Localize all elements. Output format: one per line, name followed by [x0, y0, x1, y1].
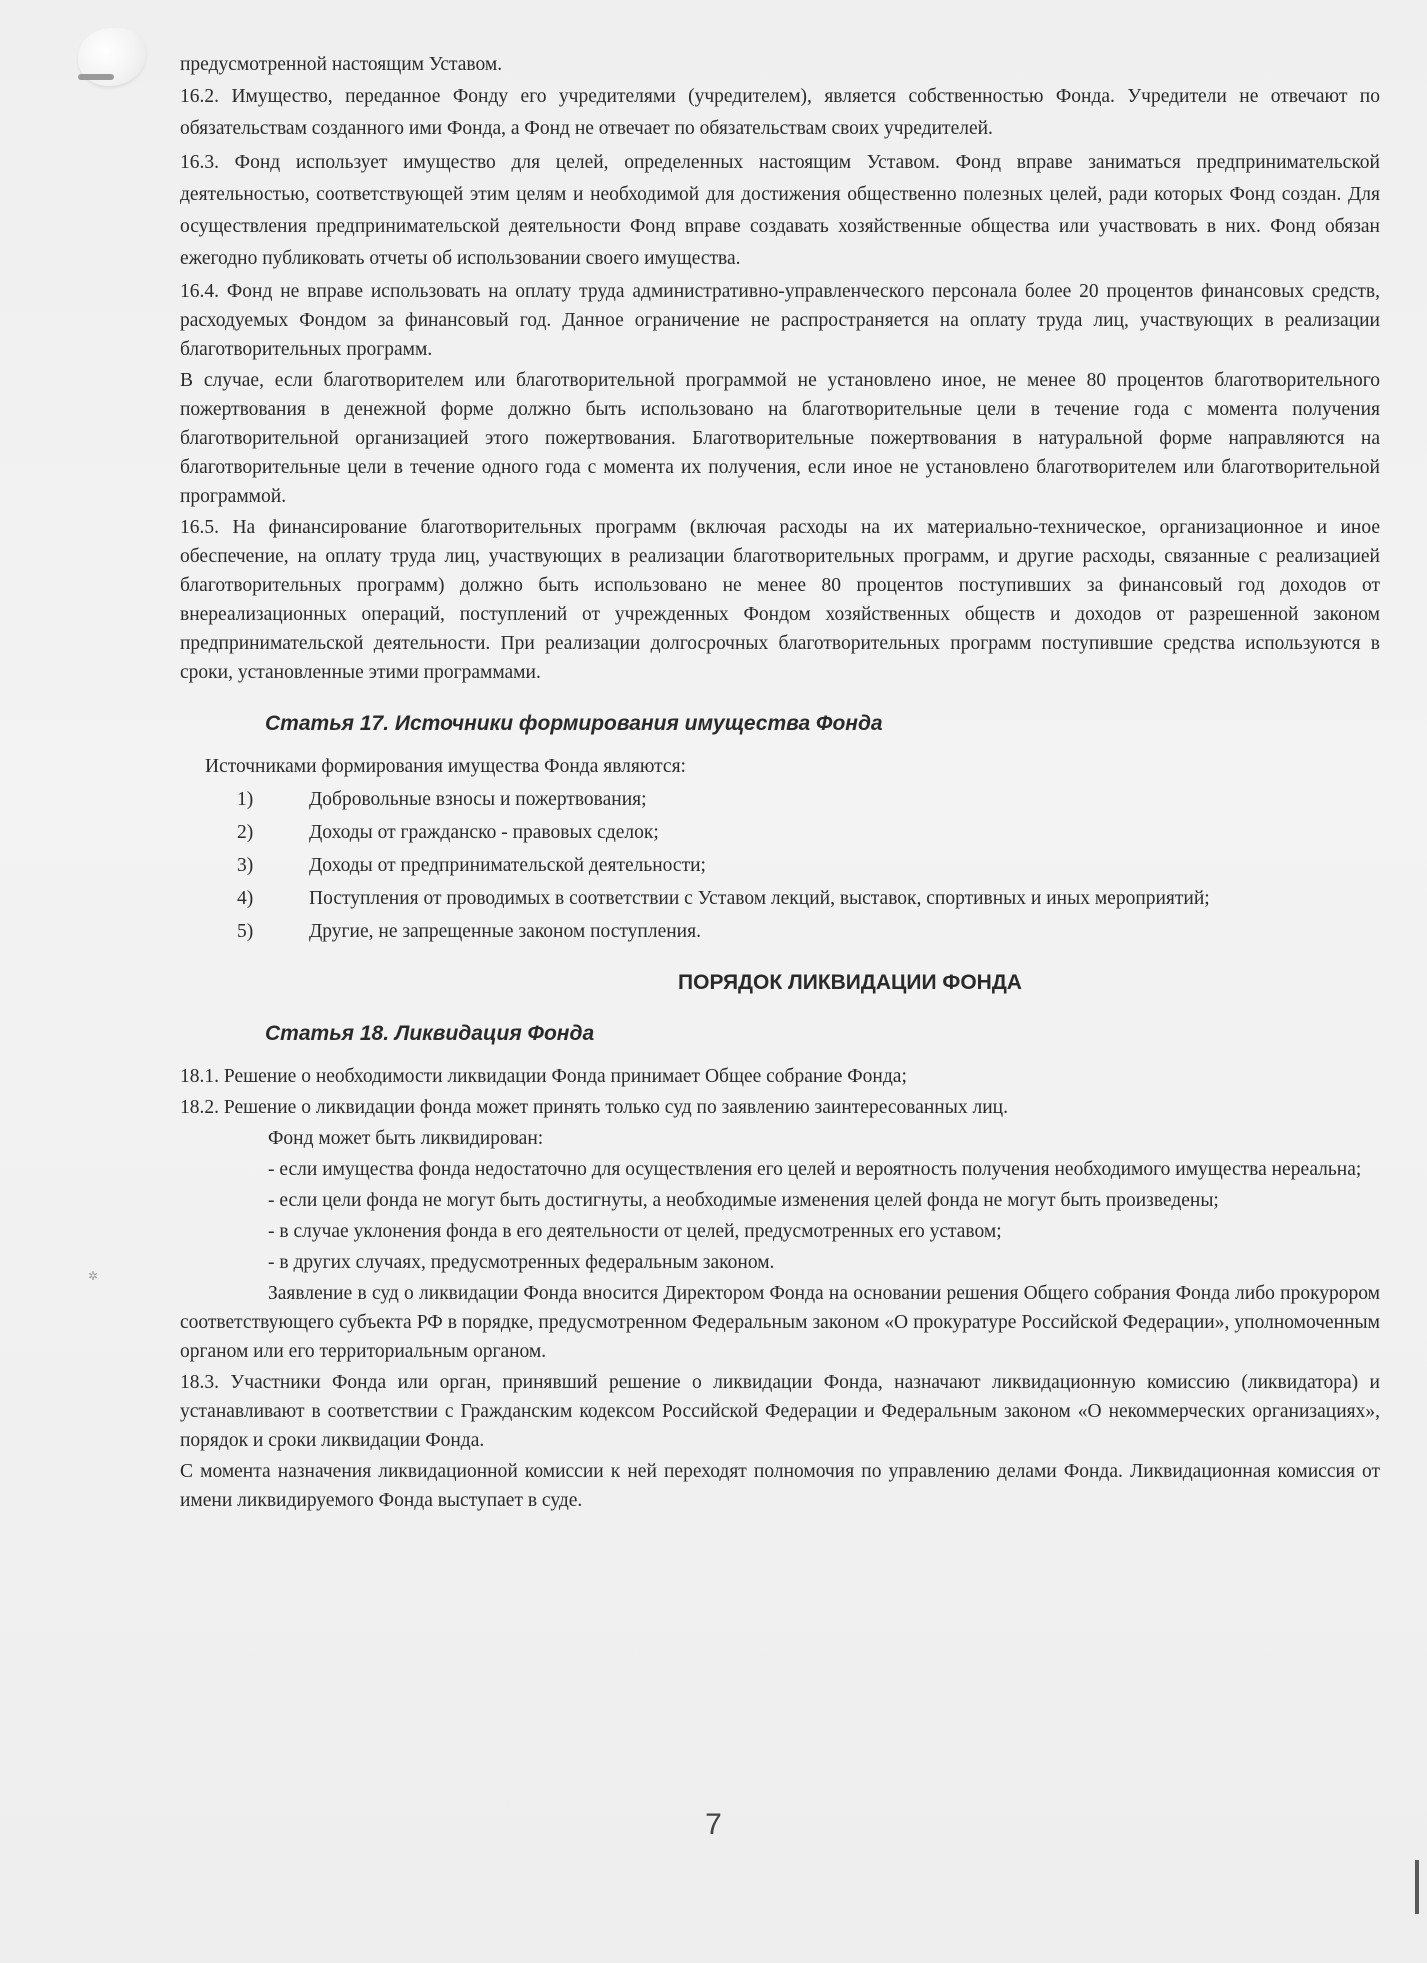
scan-artifact: ✲ — [88, 1269, 99, 1283]
paragraph-16-4-continued: В случае, если благотворителем или благотворительной программой не установлено иное, не менее 80 процентов благотворительного пожертвования в денежной форме должно быть использовано на благотворительные цели в течение года с момента получения благотворительной организацией этого пожертвования. Благотворительные пожертвования в натуральной форме направляются на благотворительные цели в течение одного года с момента их получения, если иное не установлено благотворителем или благотворительной программой. — [180, 370, 1380, 507]
paragraph-18-2-lead: Фонд может быть ликвидирован: — [268, 1128, 544, 1149]
article-17-title: Статья 17. Источники формирования имущества Фонда — [265, 712, 883, 735]
paragraph-18-3: 18.3. Участники Фонда или орган, принявший решение о ликвидации Фонда, назначают ликвидационную комиссию (ликвидатора) и устанавливают в соответствии с Гражданским кодексом Российской Федерации и Федеральным законом «О некоммерческих организациях», порядок и сроки ликвидации Фонда. — [180, 1372, 1380, 1451]
staple-mark — [78, 74, 114, 80]
list-item: 3) Доходы от предпринимательской деятельности; — [237, 855, 706, 876]
paragraph-16-3: 16.3. Фонд использует имущество для целей, определенных настоящим Уставом. Фонд вправе заниматься предпринимательской деятельностью, соответствующей этим целям и необходимой для достижения общественно полезных целей, ради которых Фонд создан. Для осуществления предпринимательской деятельности Фонд вправе создавать хозяйственные общества или участвовать в них. Фонд обязан ежегодно публиковать отчеты об использовании своего имущества. — [180, 152, 1380, 269]
paragraph-16-2: 16.2. Имущество, переданное Фонду его учредителями (учредителем), является собственностью Фонда. Учредители не отвечают по обязательствам созданного ими Фонда, а Фонд не отвечает по обязательствам своих учредителей. — [180, 86, 1380, 139]
paragraph-18-2-case-3: - в случае уклонения фонда в его деятельности от целей, предусмотренных его уставом; — [268, 1221, 1002, 1242]
document-body — [180, 50, 1380, 1517]
paragraph-18-1: 18.1. Решение о необходимости ликвидации Фонда принимает Общее собрание Фонда; — [180, 1066, 907, 1087]
page-number: 7 — [705, 1808, 722, 1841]
paragraph-18-2-case-1: - если имущества фонда недостаточно для осуществления его целей и вероятность получения необходимого имущества нереальна; — [268, 1159, 1362, 1180]
list-item: 2) Доходы от гражданско - правовых сделок; — [237, 822, 659, 843]
paragraph-18-2: 18.2. Решение о ликвидации фонда может принять только суд по заявлению заинтересованных лиц. — [180, 1097, 1008, 1118]
paragraph-top: предусмотренной настоящим Уставом. — [180, 54, 503, 75]
paragraph-18-2-case-2: - если цели фонда не могут быть достигнуты, а необходимые изменения целей фонда не могут быть произведены; — [268, 1190, 1219, 1211]
paragraph-18-2-statement: Заявление в суд о ликвидации Фонда вносится Директором Фонда на основании решения Общего собрания Фонда либо прокурором соответствующего субъекта РФ в порядке, предусмотренном Федеральным законом «О прокуратуре Российской Федерации», уполномоченным органом или его территориальным органом. — [180, 1283, 1380, 1362]
article-17-intro: Источниками формирования имущества Фонда являются: — [205, 756, 686, 777]
section-title: ПОРЯДОК ЛИКВИДАЦИИ ФОНДА — [678, 971, 1022, 994]
list-item: 5) Другие, не запрещенные законом поступления. — [237, 921, 701, 942]
article-18-title: Статья 18. Ликвидация Фонда — [265, 1022, 595, 1045]
paragraph-18-2-case-4: - в других случаях, предусмотренных федеральным законом. — [268, 1252, 775, 1273]
paragraph-18-3-continued: С момента назначения ликвидационной комиссии к ней переходят полномочия по управлению делами Фонда. Ликвидационная комиссия от имени ликвидируемого Фонда выступает в суде. — [180, 1461, 1380, 1511]
paragraph-16-5: 16.5. На финансирование благотворительных программ (включая расходы на их материально-техническое, организационное и иное обеспечение, на оплату труда лиц, участвующих в реализации благотворительных программ, и другие расходы, связанные с реализацией благотворительных программ) должно быть использовано не менее 80 процентов поступивших за финансовый год доходов от внереализационных операций, поступлений от учрежденных Фондом хозяйственных обществ и доходов от разрешенной законом предпринимательской деятельности. При реализации долгосрочных благотворительных программ поступившие средства используются в сроки, установленные этими программами. — [180, 517, 1380, 683]
list-item: 4) Поступления от проводимых в соответствии с Уставом лекций, выставок, спортивных и иных мероприятий; — [237, 888, 1210, 909]
sources-list — [180, 785, 1380, 946]
scan-edge-mark — [1415, 1860, 1419, 1914]
list-item: 1) Добровольные взносы и пожертвования; — [237, 789, 647, 810]
paragraph-16-4: 16.4. Фонд не вправе использовать на оплату труда административно-управленческого персонала более 20 процентов финансовых средств, расходуемых Фондом за финансовый год. Данное ограничение не распространяется на оплату труда лиц, участвующих в реализации благотворительных программ. — [180, 281, 1380, 360]
